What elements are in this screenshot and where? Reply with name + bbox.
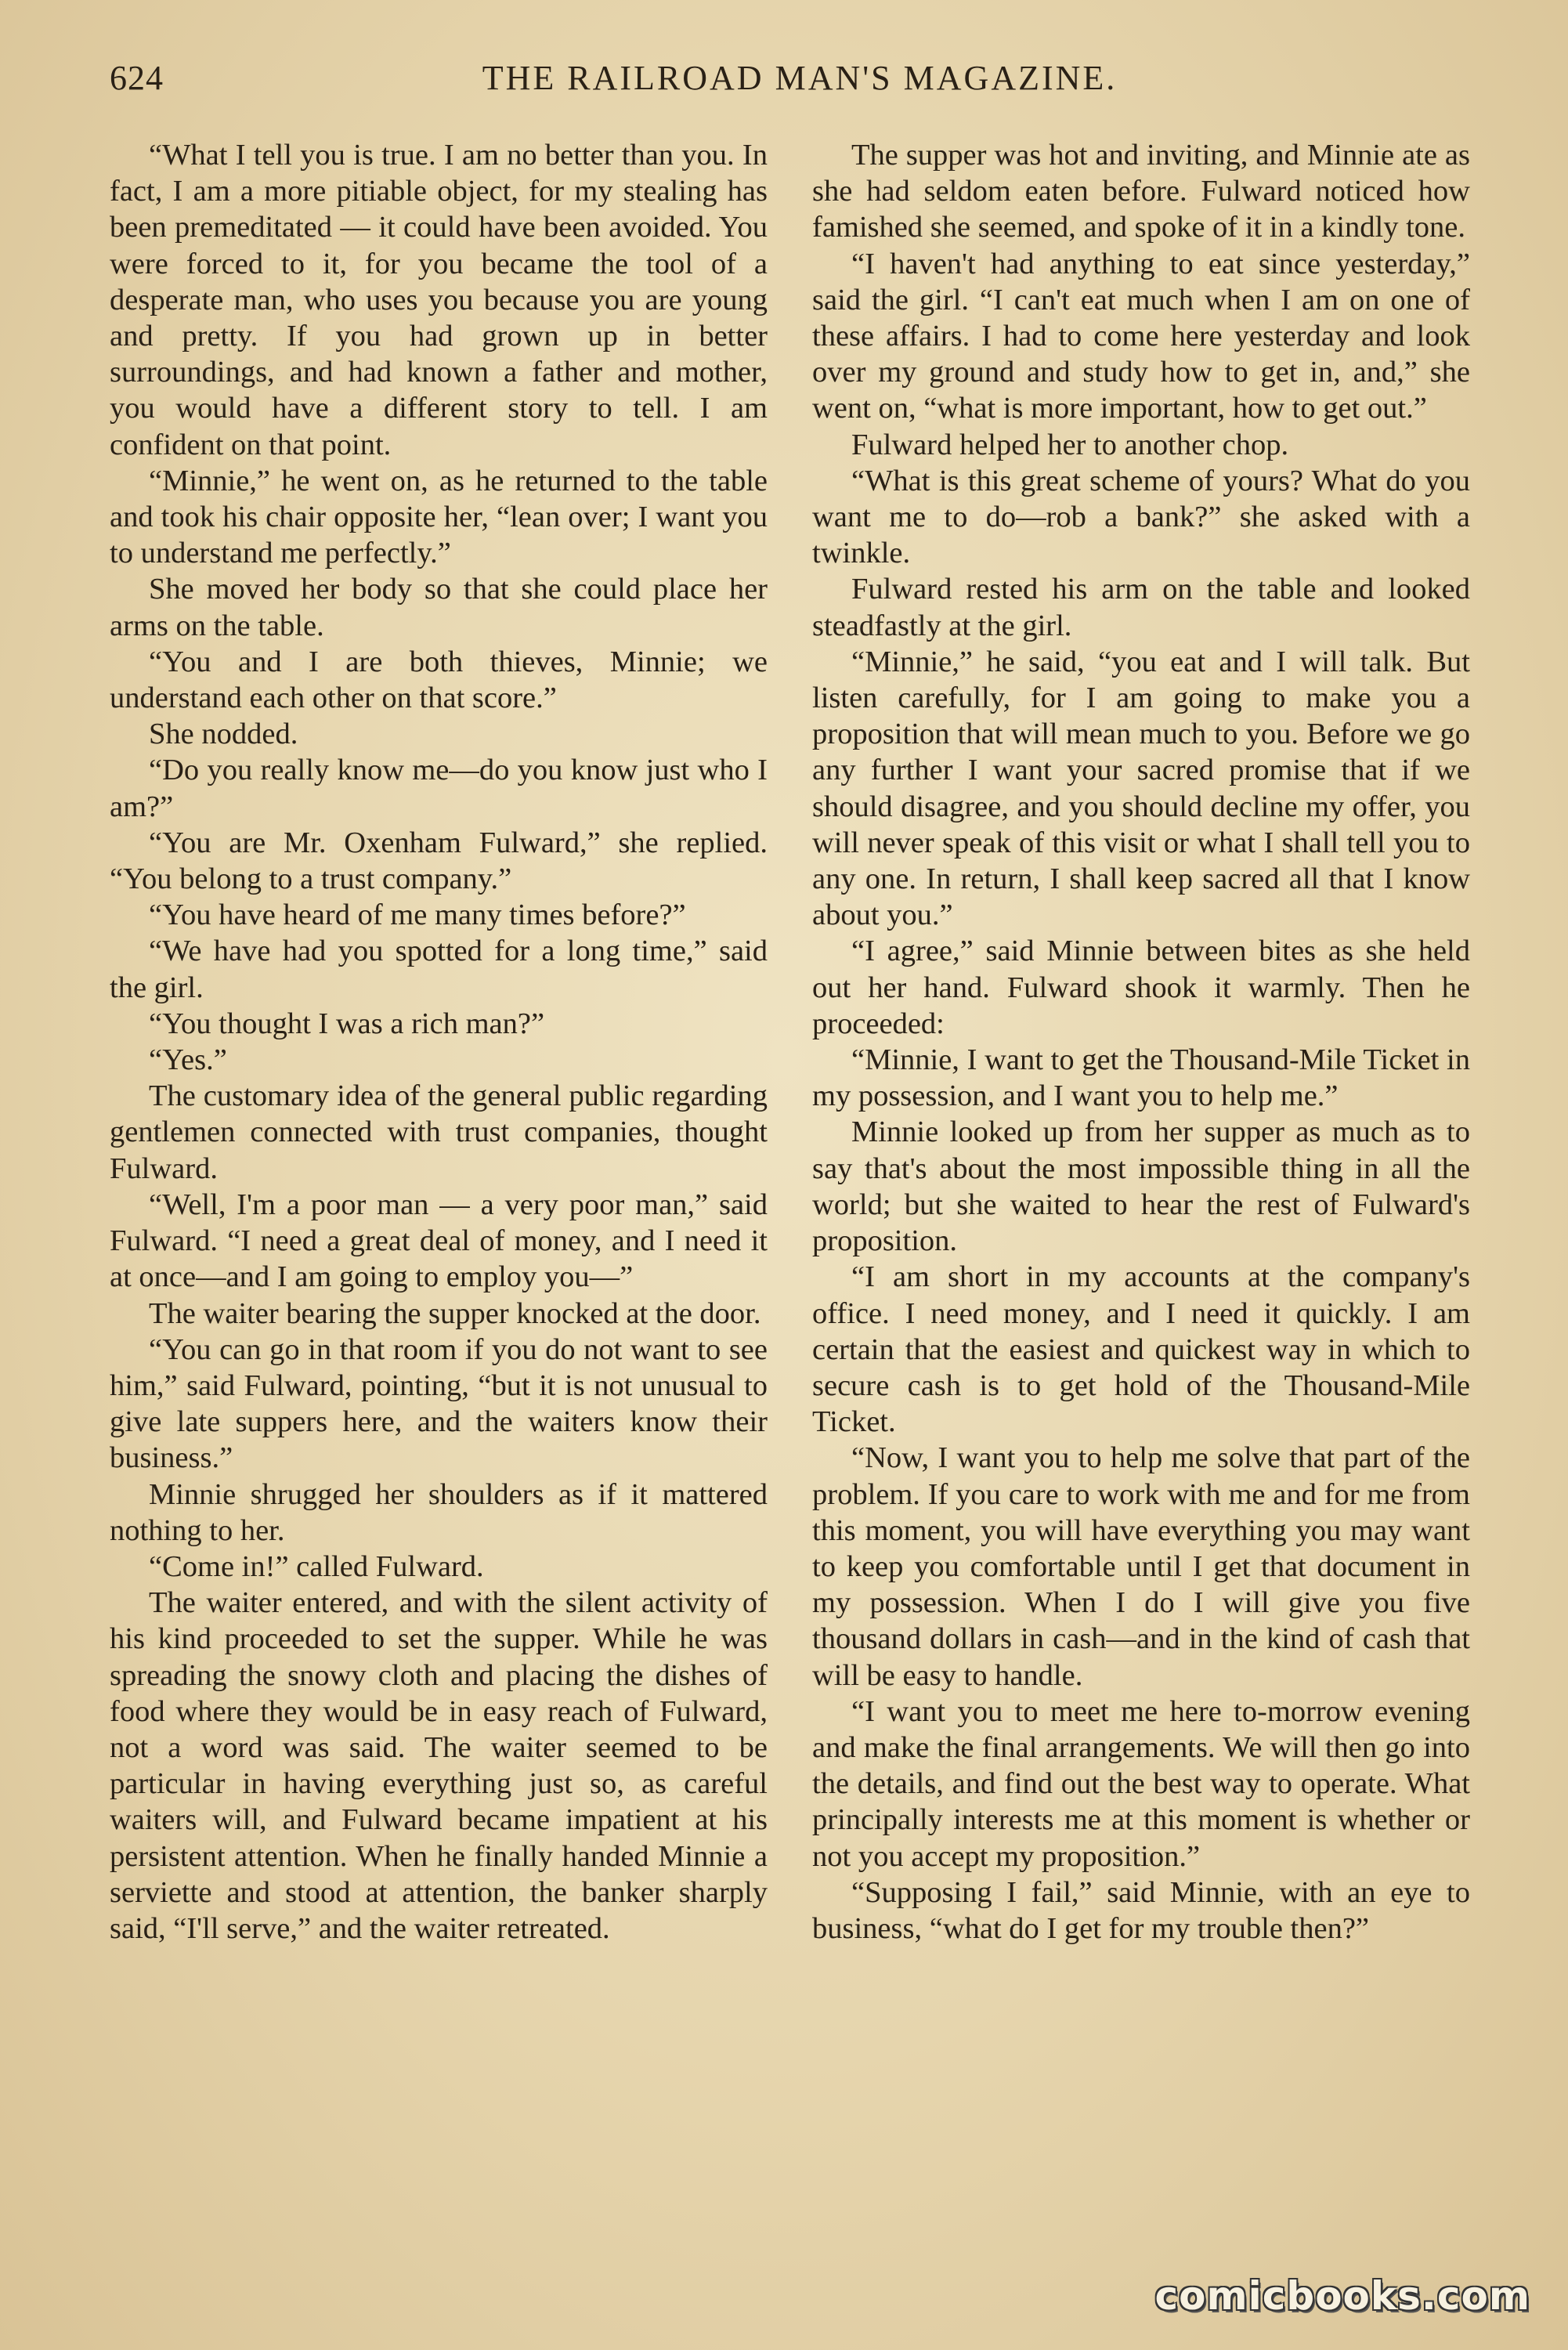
paragraph: “Minnie, I want to get the Thousand-Mile Ticket in my possession, and I want you to help me.” <box>812 1043 1470 1113</box>
paragraph: “Supposing I fail,” said Minnie, with an eye to business, “what do I get for my trouble then?” <box>812 1875 1470 1945</box>
paragraph: “What I tell you is true. I am no better than you. In fact, I am a more pitiable object, for my stealing has been premeditated — it could have been avoided. You were forced to it, for you became the tool of a desperate man, who uses you because you are young and pretty. If you had grown up in better surroundings, and had known a father and mother, you would have a different story to tell. I am confident on that point. <box>110 139 768 461</box>
paragraph: “Come in!” called Fulward. <box>149 1549 484 1583</box>
right-column <box>812 137 1470 1947</box>
paragraph: “You have heard of me many times before?” <box>149 898 686 932</box>
paragraph: Fulward rested his arm on the table and looked steadfastly at the girl. <box>812 573 1470 642</box>
paragraph: “Well, I'm a poor man — a very poor man,” said Fulward. “I need a great deal of money, and I need it at once—and I am going to employ you—” <box>110 1188 768 1294</box>
paragraph: “You thought I was a rich man?” <box>149 1007 545 1040</box>
paragraph: The waiter entered, and with the silent activity of his kind proceeded to set the supper. While he was spreading the snowy cloth and placing the dishes of food where they would be in easy reach of Fulward, not a word was said. The waiter seemed to be particular in having everything just so, as careful waiters will, and Fulward became impatient at his persistent attention. When he finally handed Minnie a serviette and stood at attention, the banker sharply said, “I'll serve,” and the waiter retreated. <box>110 1586 768 1945</box>
paragraph: The customary idea of the general public regarding gentlemen connected with trust companies, thought Fulward. <box>110 1079 768 1185</box>
paragraph: “You can go in that room if you do not want to see him,” said Fulward, pointing, “but it is not unusual to give late suppers here, and the waiters know their business.” <box>110 1332 768 1475</box>
paragraph: She moved her body so that she could place her arms on the table. <box>110 573 768 642</box>
paragraph: “Now, I want you to help me solve that part of the problem. If you care to work with me and for me from this moment, you will have everything you may want to keep you comfortable until I get that document in my possession. When I do I will give you five thousand dollars in cash—and in the kind of cash that will be easy to handle. <box>812 1441 1470 1692</box>
paragraph: “I want you to meet me here to-morrow evening and make the final arrangements. We will then go into the details, and find out the best way to operate. What principally interests me at this moment is whether or not you accept my proposition.” <box>812 1694 1470 1873</box>
paragraph: “You are Mr. Oxenham Fulward,” she replied. “You belong to a trust company.” <box>110 826 768 896</box>
paragraph: “You and I are both thieves, Minnie; we understand each other on that score.” <box>110 645 768 715</box>
paragraph: “Minnie,” he went on, as he returned to the table and took his chair opposite her, “lean over; I want you to understand me perfectly.” <box>110 464 768 570</box>
paragraph: Fulward helped her to another chop. <box>851 428 1289 461</box>
paragraph: “I agree,” said Minnie between bites as she held out her hand. Fulward shook it warmly. Then he proceeded: <box>812 935 1470 1040</box>
paragraph: She nodded. <box>149 718 298 751</box>
paragraph: “We have had you spotted for a long time,” said the girl. <box>110 935 768 1004</box>
paragraph: The supper was hot and inviting, and Minnie ate as she had seldom eaten before. Fulward noticed how famished she seemed, and spoke of it in a kindly tone. <box>812 139 1470 244</box>
page-number: 624 <box>110 59 164 97</box>
paragraph: “Yes.” <box>149 1043 227 1077</box>
paragraph: Minnie looked up from her supper as much as to say that's about the most impossible thing in all the world; but she waited to hear the rest of Fulward's proposition. <box>812 1115 1470 1258</box>
paragraph: “Minnie,” he said, “you eat and I will talk. But listen carefully, for I am going to make you a proposition that will mean much to you. Before we go any further I want your sacred promise that if we should disagree, and you should decline my offer, you will never speak of this visit or what I shall tell you to any one. In return, I shall keep sacred all that I know about you.” <box>812 645 1470 932</box>
paragraph: “What is this great scheme of yours? What do you want me to do—rob a bank?” she asked with a twinkle. <box>812 464 1470 570</box>
paragraph: Minnie shrugged her shoulders as if it mattered nothing to her. <box>110 1477 768 1547</box>
running-head-title: THE RAILROAD MAN'S MAGAZINE. <box>482 59 1118 97</box>
watermark-logo: comicbooks.com <box>1154 2273 1530 2319</box>
paragraph: “Do you really know me—do you know just who I am?” <box>110 754 768 823</box>
left-column <box>110 137 768 1947</box>
paragraph: “I haven't had anything to eat since yesterday,” said the girl. “I can't eat much when I am on one of these affairs. I had to come here yesterday and look over my ground and study how to get in, and,” she went on, “what is more important, how to get out.” <box>812 247 1470 425</box>
paragraph: The waiter bearing the supper knocked at the door. <box>149 1296 761 1330</box>
paragraph: “I am short in my accounts at the company's office. I need money, and I need it quickly. I am certain that the easiest and quickest way in which to secure cash is to get hold of the Thousand-Mile Ticket. <box>812 1260 1470 1439</box>
